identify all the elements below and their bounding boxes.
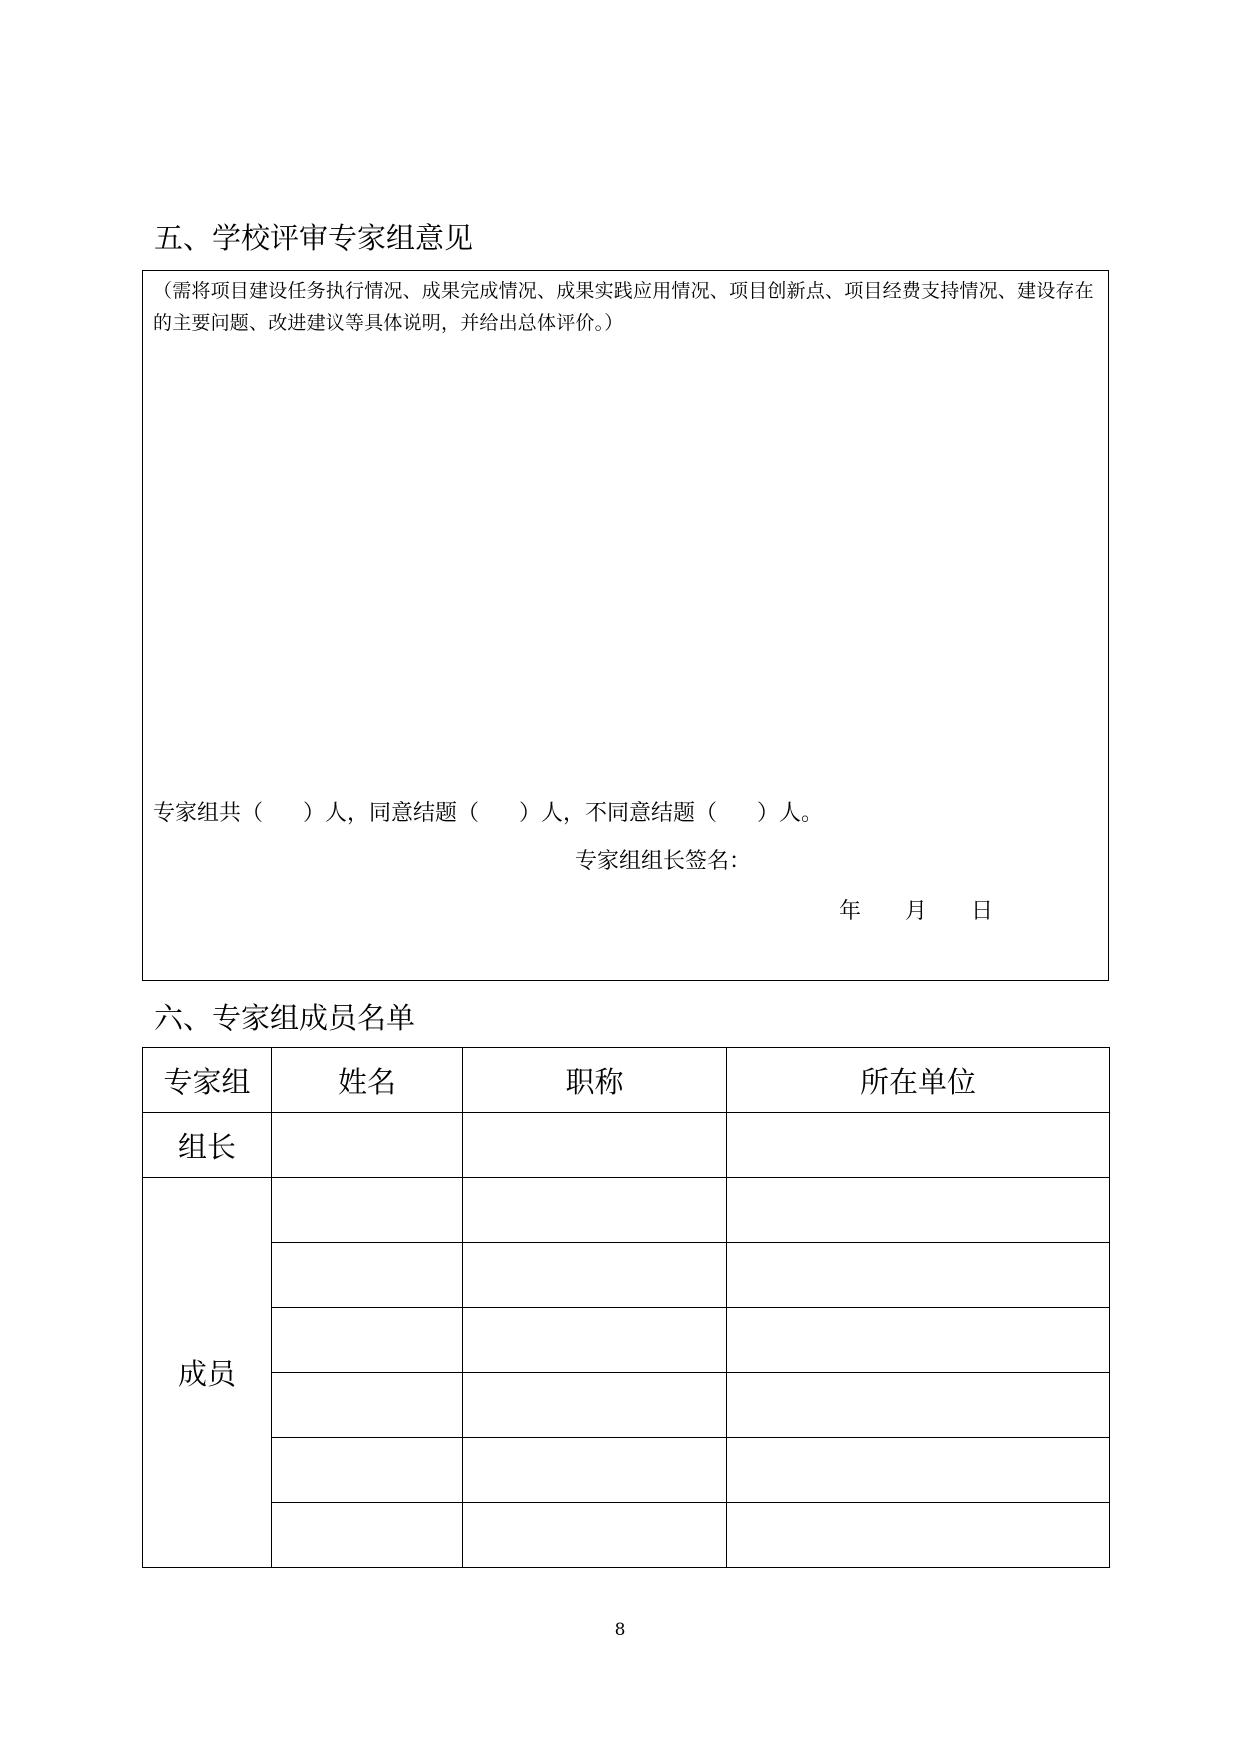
member-title-cell[interactable] <box>463 1308 727 1373</box>
opinion-instruction: （需将项目建设任务执行情况、成果完成情况、成果实践应用情况、项目创新点、项目经费支持情况、建设存在的主要问题、改进建议等具体说明，并给出总体评价。） <box>153 280 1094 334</box>
header-group: 专家组 <box>143 1048 272 1113</box>
expert-member-table <box>142 1047 1110 1568</box>
member-title-cell[interactable] <box>463 1243 727 1308</box>
section5-title: 五、学校评审专家组意见 <box>154 221 474 255</box>
table-row <box>143 1503 1110 1568</box>
member-name-cell[interactable] <box>272 1503 463 1568</box>
section6-title: 六、专家组成员名单 <box>154 1001 416 1035</box>
leader-name-cell[interactable] <box>272 1113 463 1178</box>
header-name: 姓名 <box>272 1048 463 1113</box>
leader-unit-cell[interactable] <box>727 1113 1110 1178</box>
leader-row <box>143 1113 1110 1178</box>
member-title-cell[interactable] <box>463 1373 727 1438</box>
expert-opinion-box[interactable] <box>142 270 1109 981</box>
table-row <box>143 1308 1110 1373</box>
member-name-cell[interactable] <box>272 1178 463 1243</box>
member-name-cell[interactable] <box>272 1438 463 1503</box>
vote-line <box>153 799 823 829</box>
table-row <box>143 1243 1110 1308</box>
table-row <box>143 1438 1110 1503</box>
member-unit-cell[interactable] <box>727 1503 1110 1568</box>
header-unit: 所在单位 <box>727 1048 1110 1113</box>
member-unit-cell[interactable] <box>727 1178 1110 1243</box>
member-name-cell[interactable] <box>272 1308 463 1373</box>
member-unit-cell[interactable] <box>727 1243 1110 1308</box>
vote-agree-label: ）人，同意结题（ <box>303 801 480 826</box>
member-name-cell[interactable] <box>272 1373 463 1438</box>
member-unit-cell[interactable] <box>727 1373 1110 1438</box>
page-number: 8 <box>614 1620 626 1640</box>
member-title-cell[interactable] <box>463 1503 727 1568</box>
table-row <box>143 1373 1110 1438</box>
table-header-row <box>143 1048 1110 1113</box>
date-day-label: 日 <box>971 899 994 924</box>
member-label: 成员 <box>143 1178 272 1568</box>
member-title-cell[interactable] <box>463 1438 727 1503</box>
header-title: 职称 <box>463 1048 727 1113</box>
member-name-cell[interactable] <box>272 1243 463 1308</box>
vote-end-label: ）人。 <box>757 801 824 826</box>
signature-date <box>839 897 993 927</box>
vote-disagree-label: ）人，不同意结题（ <box>519 801 718 826</box>
vote-total-label: 专家组共（ <box>153 801 264 826</box>
leader-title-cell[interactable] <box>463 1113 727 1178</box>
member-unit-cell[interactable] <box>727 1438 1110 1503</box>
member-unit-cell[interactable] <box>727 1308 1110 1373</box>
date-month-label: 月 <box>905 899 928 924</box>
table-row <box>143 1178 1110 1243</box>
date-year-label: 年 <box>839 899 862 924</box>
leader-label: 组长 <box>143 1113 272 1178</box>
member-title-cell[interactable] <box>463 1178 727 1243</box>
leader-signature-label: 专家组组长签名： <box>575 849 752 874</box>
